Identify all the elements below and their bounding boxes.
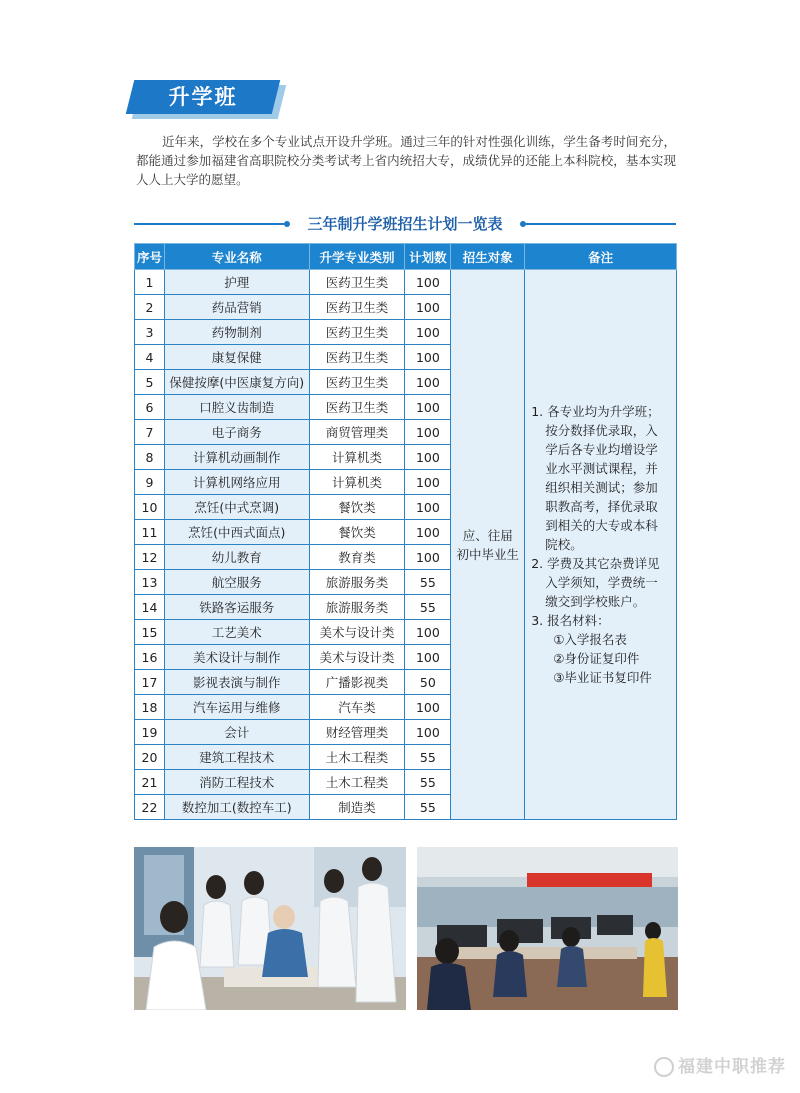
header-plan: 计划数 <box>405 244 451 270</box>
row-plan: 100 <box>405 295 451 320</box>
section-banner <box>130 80 280 116</box>
row-no: 18 <box>135 695 165 720</box>
row-plan: 100 <box>405 445 451 470</box>
row-no: 14 <box>135 595 165 620</box>
row-category: 医药卫生类 <box>309 370 405 395</box>
row-major: 烹饪(中式烹调) <box>164 495 309 520</box>
row-major: 口腔义齿制造 <box>164 395 309 420</box>
row-category: 制造类 <box>309 795 405 820</box>
table-title: 三年制升学班招生计划一览表 <box>307 215 503 233</box>
heading-rule-right <box>526 223 676 225</box>
row-category: 医药卫生类 <box>309 295 405 320</box>
row-major: 烹饪(中西式面点) <box>164 520 309 545</box>
row-category: 土木工程类 <box>309 770 405 795</box>
row-category: 医药卫生类 <box>309 320 405 345</box>
table-heading <box>134 213 676 235</box>
watermark-logo-icon <box>654 1057 674 1077</box>
remarks-cell <box>525 270 677 820</box>
row-no: 17 <box>135 670 165 695</box>
row-major: 汽车运用与维修 <box>164 695 309 720</box>
row-no: 10 <box>135 495 165 520</box>
photo-nursing-practice <box>134 847 406 1010</box>
row-no: 21 <box>135 770 165 795</box>
row-plan: 100 <box>405 520 451 545</box>
row-category: 财经管理类 <box>309 720 405 745</box>
row-no: 5 <box>135 370 165 395</box>
row-plan: 100 <box>405 345 451 370</box>
row-category: 广播影视类 <box>309 670 405 695</box>
row-no: 7 <box>135 420 165 445</box>
row-no: 11 <box>135 520 165 545</box>
header-remarks: 备注 <box>525 244 677 270</box>
remark-sub-3: ③毕业证书复印件 <box>553 670 652 685</box>
row-major: 影视表演与制作 <box>164 670 309 695</box>
row-category: 计算机类 <box>309 470 405 495</box>
row-major: 康复保健 <box>164 345 309 370</box>
row-major: 会计 <box>164 720 309 745</box>
row-category: 医药卫生类 <box>309 395 405 420</box>
row-plan: 100 <box>405 545 451 570</box>
row-plan: 100 <box>405 270 451 295</box>
row-category: 餐饮类 <box>309 520 405 545</box>
row-major: 美术设计与制作 <box>164 645 309 670</box>
intro-paragraph: 近年来，学校在多个专业试点开设升学班。通过三年的针对性强化训练，学生备考时间充分，都能通过参加福建省高职院校分类考试考上省内统招大专，成绩优异的还能上本科院校，基本实现人人上大学的愿望。 <box>136 134 676 187</box>
row-major: 幼儿教育 <box>164 545 309 570</box>
row-plan: 100 <box>405 720 451 745</box>
header-category: 升学专业类别 <box>309 244 405 270</box>
row-major: 药品营销 <box>164 295 309 320</box>
row-plan: 55 <box>405 770 451 795</box>
row-category: 美术与设计类 <box>309 620 405 645</box>
header-target: 招生对象 <box>451 244 525 270</box>
row-category: 医药卫生类 <box>309 270 405 295</box>
row-plan: 100 <box>405 395 451 420</box>
photo-computer-lab <box>417 847 678 1010</box>
remark-item-3: 3. 报名材料： <box>531 613 610 628</box>
row-category: 土木工程类 <box>309 745 405 770</box>
row-no: 12 <box>135 545 165 570</box>
row-no: 15 <box>135 620 165 645</box>
table-row <box>135 270 677 295</box>
row-no: 22 <box>135 795 165 820</box>
row-major: 航空服务 <box>164 570 309 595</box>
table-header-row <box>135 244 677 270</box>
remark-sub-2: ②身份证复印件 <box>553 651 640 666</box>
row-plan: 100 <box>405 420 451 445</box>
row-no: 19 <box>135 720 165 745</box>
target-cell <box>451 270 525 820</box>
row-category: 教育类 <box>309 545 405 570</box>
row-plan: 100 <box>405 470 451 495</box>
row-no: 2 <box>135 295 165 320</box>
row-major: 药物制剂 <box>164 320 309 345</box>
watermark <box>654 1052 786 1077</box>
row-major: 计算机网络应用 <box>164 470 309 495</box>
row-major: 建筑工程技术 <box>164 745 309 770</box>
target-line-2: 初中毕业生 <box>456 546 520 562</box>
remark-item-1: 1. 各专业均为升学班；按分数择优录取，入学后各专业均增设学业水平测试课程，并组织相关测试；参加职教高考，择优录取到相关的大专或本科院校。 <box>531 404 660 552</box>
row-plan: 100 <box>405 695 451 720</box>
target-line-1: 应、往届 <box>462 527 513 543</box>
row-category: 汽车类 <box>309 695 405 720</box>
row-plan: 50 <box>405 670 451 695</box>
row-no: 13 <box>135 570 165 595</box>
computer-lab-photo-illustration <box>417 847 678 1010</box>
row-category: 旅游服务类 <box>309 570 405 595</box>
row-no: 8 <box>135 445 165 470</box>
row-major: 铁路客运服务 <box>164 595 309 620</box>
row-category: 计算机类 <box>309 445 405 470</box>
row-major: 数控加工(数控车工) <box>164 795 309 820</box>
row-plan: 100 <box>405 320 451 345</box>
row-category: 餐饮类 <box>309 495 405 520</box>
row-no: 3 <box>135 320 165 345</box>
row-no: 6 <box>135 395 165 420</box>
row-plan: 55 <box>405 595 451 620</box>
row-major: 工艺美术 <box>164 620 309 645</box>
row-major: 护理 <box>164 270 309 295</box>
row-no: 4 <box>135 345 165 370</box>
row-plan: 55 <box>405 570 451 595</box>
watermark-text: 福建中职推荐 <box>678 1057 786 1077</box>
remark-item-2: 2. 学费及其它杂费详见入学须知，学费统一缴交到学校账户。 <box>531 556 660 609</box>
remark-sub-1: ①入学报名表 <box>553 632 627 647</box>
row-no: 9 <box>135 470 165 495</box>
row-major: 消防工程技术 <box>164 770 309 795</box>
section-title: 升学班 <box>168 85 238 109</box>
nursing-photo-illustration <box>134 847 406 1010</box>
row-no: 1 <box>135 270 165 295</box>
enrollment-plan-table <box>134 243 677 820</box>
row-plan: 55 <box>405 745 451 770</box>
row-category: 旅游服务类 <box>309 595 405 620</box>
row-no: 16 <box>135 645 165 670</box>
row-category: 商贸管理类 <box>309 420 405 445</box>
row-plan: 100 <box>405 645 451 670</box>
row-major: 计算机动画制作 <box>164 445 309 470</box>
header-major: 专业名称 <box>164 244 309 270</box>
row-plan: 100 <box>405 370 451 395</box>
row-category: 美术与设计类 <box>309 645 405 670</box>
row-major: 电子商务 <box>164 420 309 445</box>
row-no: 20 <box>135 745 165 770</box>
row-major: 保健按摩(中医康复方向) <box>164 370 309 395</box>
row-plan: 100 <box>405 495 451 520</box>
row-category: 医药卫生类 <box>309 345 405 370</box>
row-plan: 100 <box>405 620 451 645</box>
row-plan: 55 <box>405 795 451 820</box>
header-no: 序号 <box>135 244 165 270</box>
